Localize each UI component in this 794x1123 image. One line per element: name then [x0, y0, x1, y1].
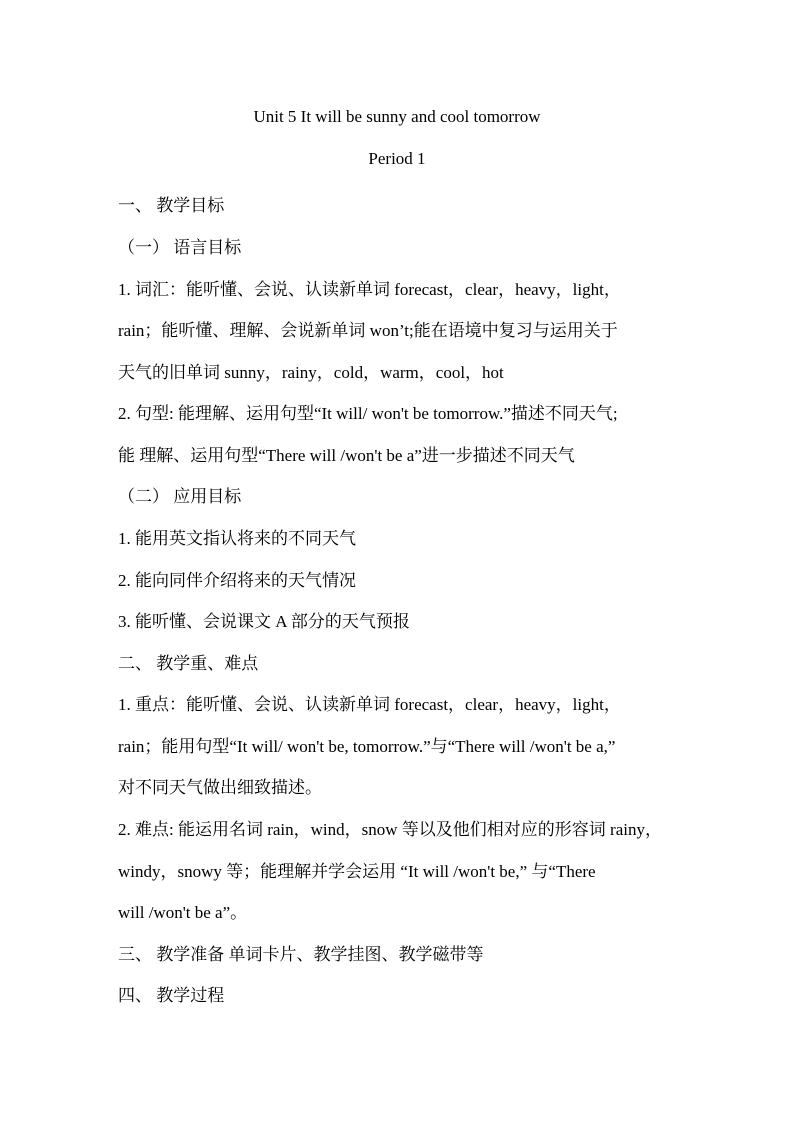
text-line: will /won't be a”。: [118, 903, 248, 922]
section-heading: 四、 教学过程: [118, 986, 225, 1005]
text-line: 2. 句型: 能理解、运用句型“It will/ won't be tomorrow.”描述不同天气;: [118, 404, 618, 423]
text-line: rain；能听懂、理解、会说新单词 won’t;能在语境中复习与运用关于: [118, 321, 618, 340]
subsection-heading: （二） 应用目标: [118, 487, 242, 506]
text-line: 1. 词汇：能听懂、会说、认读新单词 forecast，clear，heavy，light，: [118, 280, 621, 299]
section-heading: 二、 教学重、难点: [118, 654, 259, 673]
text-line: 天气的旧单词 sunny，rainy，cold，warm，cool，hot: [118, 363, 504, 382]
text-line: rain；能用句型“It will/ won't be, tomorrow.”与“There will /won't be a,”: [118, 737, 616, 756]
section-heading: 一、 教学目标: [118, 196, 225, 215]
text-line: 2. 能向同伴介绍将来的天气情况: [118, 571, 356, 590]
text-line: 3. 能听懂、会说课文 A 部分的天气预报: [118, 612, 410, 631]
text-line: 对不同天气做出细致描述。: [118, 778, 322, 797]
text-line: 1. 能用英文指认将来的不同天气: [118, 529, 356, 548]
section-heading: 三、 教学准备 单词卡片、教学挂图、教学磁带等: [118, 945, 484, 964]
document-title: Unit 5 It will be sunny and cool tomorrow: [253, 107, 541, 126]
text-line: 1. 重点：能听懂、会说、认读新单词 forecast，clear，heavy，light，: [118, 695, 621, 714]
subsection-heading: （一） 语言目标: [118, 238, 242, 257]
period-label: Period 1: [368, 149, 426, 168]
text-line: windy，snowy 等；能理解并学会运用 “It will /won't be,” 与“There: [118, 862, 596, 881]
text-line: 能 理解、运用句型“There will /won't be a”进一步描述不同天气: [118, 446, 575, 465]
text-line: 2. 难点: 能运用名词 rain，wind，snow 等以及他们相对应的形容词 rainy，: [118, 820, 662, 839]
